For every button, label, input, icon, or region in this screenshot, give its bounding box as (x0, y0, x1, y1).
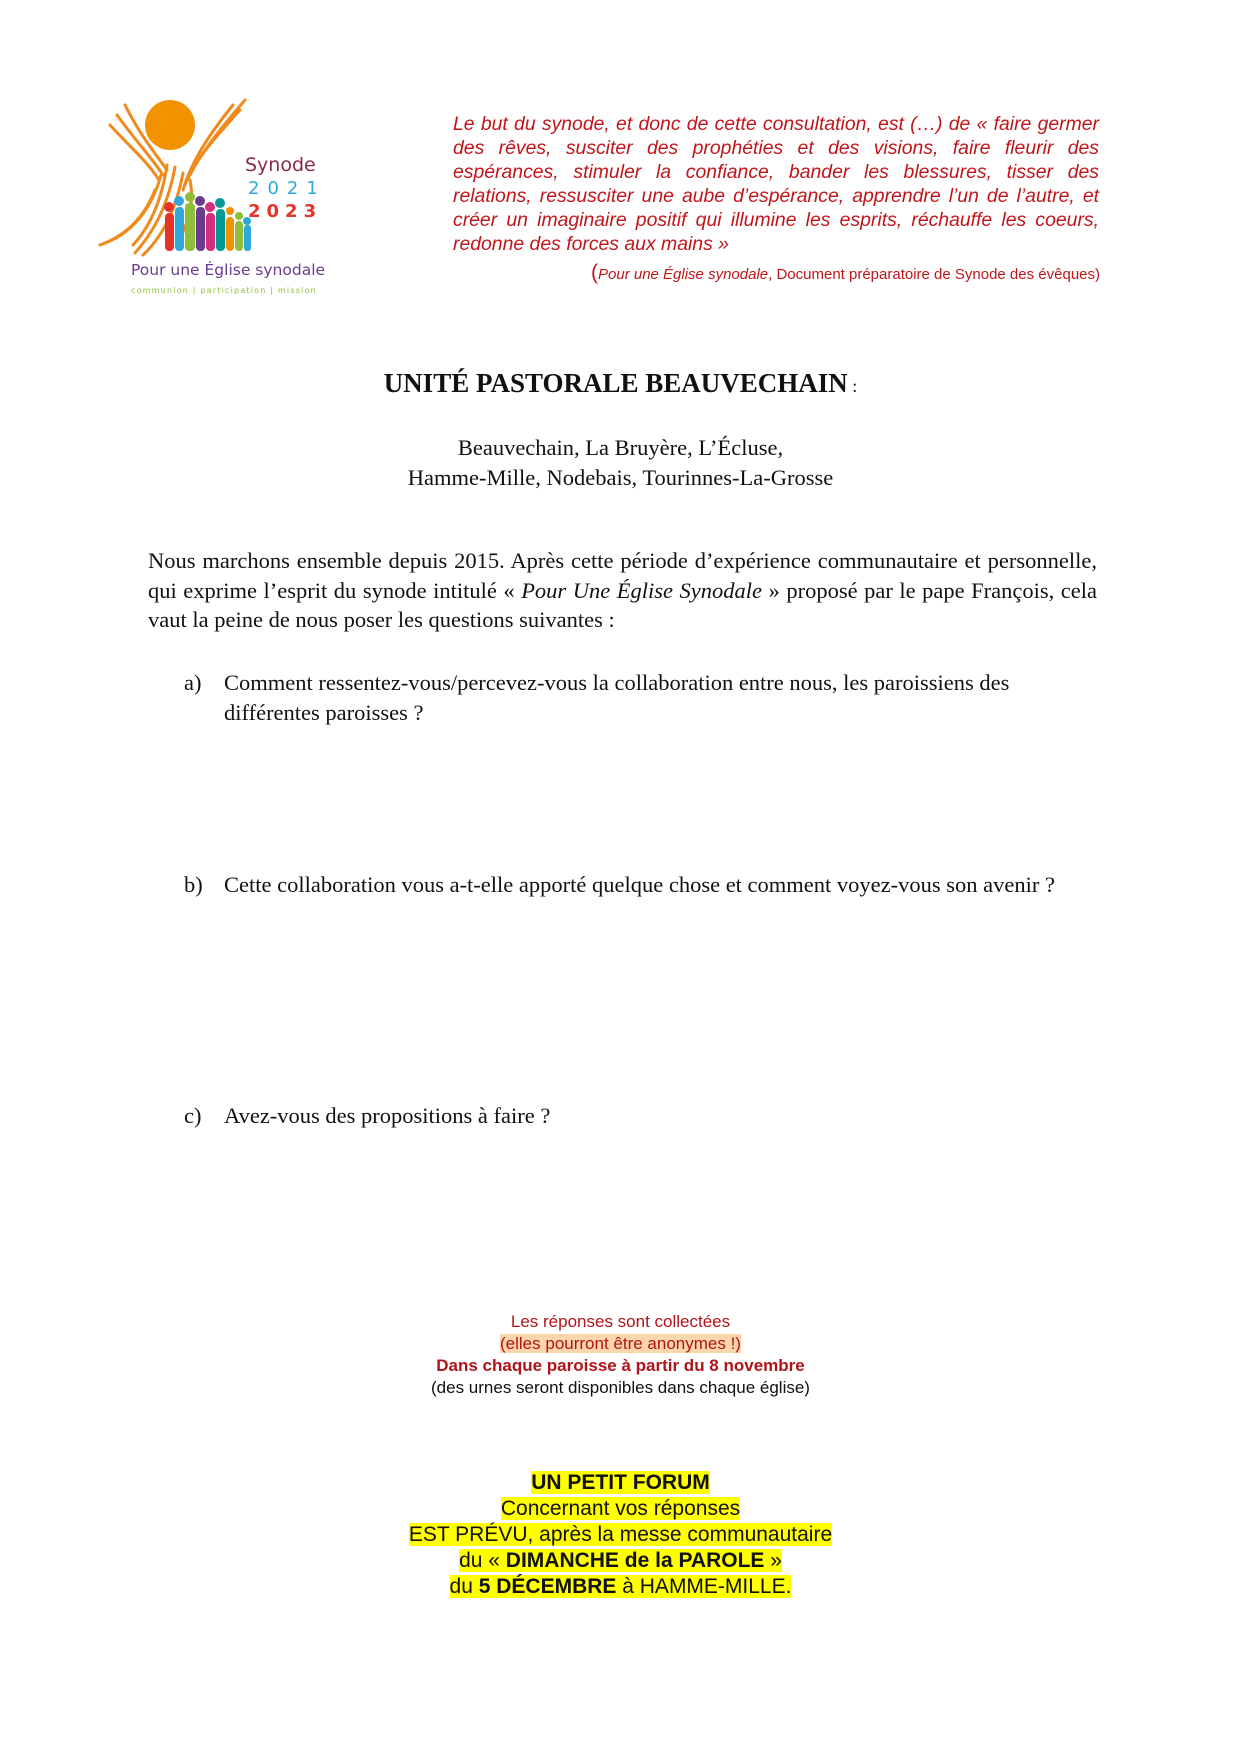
logo-word: Synode (245, 154, 316, 176)
question-c (184, 1101, 1084, 1131)
intro-text-after: » proposé par le pape François, cela vaut la peine de nous poser les questions suivantes : (148, 577, 1097, 632)
question-label: b) (184, 872, 203, 897)
logo-year-end: 2023 (248, 201, 323, 222)
page-title (0, 368, 1241, 399)
collection-line-3: Dans chaque paroisse à partir du 8 novembre (436, 1356, 805, 1375)
forum-line-4-bold: DIMANCHE de la PAROLE (505, 1549, 765, 1572)
quote-source-rest: , Document préparatoire de Synode des évêques) (768, 266, 1100, 283)
forum-line-5-bold: 5 DÉCEMBRE (478, 1575, 617, 1598)
logo-people-icon (164, 192, 251, 251)
question-text: Avez-vous des propositions à faire ? (224, 1103, 551, 1128)
page-title-text: UNITÉ PASTORALE BEAUVECHAIN (383, 368, 848, 398)
forum-line-5 (450, 1575, 792, 1598)
question-label: c) (184, 1103, 202, 1128)
forum-line-2: Concernant vos réponses (500, 1497, 741, 1520)
question-b (184, 870, 1084, 900)
collection-line-4: (des urnes seront disponibles dans chaque église) (431, 1378, 810, 1397)
synod-quote: Le but du synode, et donc de cette consultation, est (…) de « faire germer des rêves, susciter des prophéties et des visions, faire fleurir des espérances, stimuler la confiance, bander les blessures, tisser des relations, ressusciter une aube d’espérance, apprendre l’un de l’autre, et créer un imaginaire positif qui illumine les esprits, réchauffe les coeurs, redonne des forces aux mains » (453, 113, 1099, 255)
quote-source-open: ( (591, 261, 598, 284)
collection-notice (0, 1311, 1241, 1399)
forum-line-5-pre: du (449, 1575, 479, 1598)
forum-line-4-pre: du « (459, 1549, 506, 1572)
intro-text-before: Nous marchons ensemble depuis 2015. Après cette période d’expérience communautaire et personnelle, qui exprime l’esprit du synode intitulé « (148, 548, 1097, 603)
forum-announcement (0, 1470, 1241, 1600)
logo-year-start: 2021 (248, 178, 326, 199)
parish-list (0, 433, 1241, 493)
question-text: Cette collaboration vous a-t-elle apporté quelque chose et comment voyez-vous son avenir ? (224, 872, 1055, 897)
synode-logo (95, 95, 395, 330)
parish-list-line-2: Hamme-Mille, Nodebais, Tourinnes-La-Grosse (407, 465, 834, 490)
quote-source (520, 261, 1100, 285)
question-a (184, 668, 1084, 727)
question-label: a) (184, 670, 202, 695)
forum-line-4 (459, 1549, 782, 1572)
intro-paragraph (148, 546, 1097, 635)
forum-line-1: UN PETIT FORUM (531, 1471, 710, 1494)
logo-tagline: Pour une Église synodale (131, 261, 326, 279)
forum-line-3: EST PRÉVU, après la messe communautaire (408, 1523, 833, 1546)
question-text: Comment ressentez-vous/percevez-vous la collaboration entre nous, les paroissiens des différentes paroisses ? (224, 670, 1010, 725)
collection-line-1: Les réponses sont collectées (510, 1312, 731, 1331)
forum-line-4-post: » (764, 1549, 782, 1572)
intro-text-italic: Pour Une Église Synodale (521, 577, 762, 603)
page-title-colon: : (847, 376, 858, 396)
logo-sun-icon (145, 100, 195, 150)
parish-list-line-1: Beauvechain, La Bruyère, L’Écluse, (457, 435, 784, 460)
collection-line-2: (elles pourront être anonymes !) (500, 1334, 741, 1353)
forum-line-5-post: à HAMME-MILLE. (616, 1575, 792, 1598)
quote-source-title: Pour une Église synodale (598, 266, 769, 283)
logo-subline: communion | participation | mission (131, 286, 317, 295)
